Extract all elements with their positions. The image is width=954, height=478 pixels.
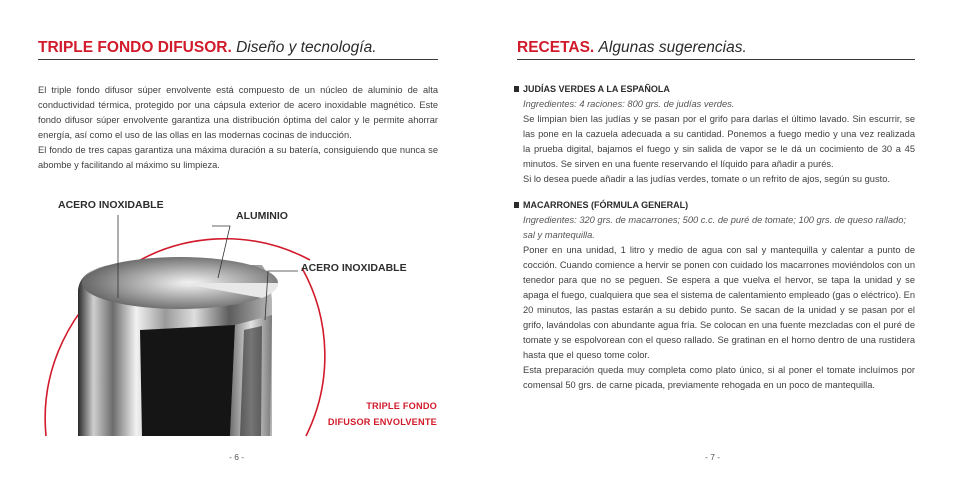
right-heading-rule <box>517 59 915 60</box>
right-page <box>477 0 954 478</box>
caption-line-1: TRIPLE FONDO <box>366 401 437 411</box>
intro-paragraph-1: El triple fondo difusor súper envolvente está compuesto de un núcleo de aluminio de alta conductividad térmica, protegido por una cápsula exterior de acero inoxidable magnético. Este fondo difusor súper envolvente garantiza una distribución óptima del calor y le permite ahorrar energía, así como el uso de las ollas en las modernas cocinas de inducción. <box>38 85 438 140</box>
recipe-paragraph: Poner en una unidad, 1 litro y medio de agua con sal y mantequilla y calentar a punto de cocción. Cuando comience a hervir se ponen con cuidado los macarrones moviéndolos con un tenedor para que no se peguen. Se espera a que vuelva el hervor, se tapa la unidad y se apaga el fuego, cualquiera que sea el sistema de calentamiento empleado (gas o eléctrico). En 20 minutos, las pastas estarán a su debido punto. Se sacan de la unidad y se pasan por el grifo, lavándolas con abundante agua fría. Se colocan en una fuente mezcladas con el puré de tomate y se espolvorean con el queso rallado. Se gratinan en el horno dentro de una rustidera hasta que el queso tome color. <box>523 245 915 360</box>
intro-paragraph-2: El fondo de tres capas garantiza una máxima duración a su batería, consiguiendo que nunca se abombe y facilitando al máximo su limpieza. <box>38 145 438 170</box>
left-heading-bold: TRIPLE FONDO DIFUSOR. <box>38 39 232 56</box>
label-aluminio: ALUMINIO <box>236 210 288 222</box>
caption-line-2: DIFUSOR ENVOLVENTE <box>327 417 437 427</box>
recipe-paragraph: Si lo desea puede añadir a las judías verdes, tomate o un refrito de ajos, según su gusto. <box>523 174 890 184</box>
left-page-heading <box>38 39 377 57</box>
recipe-title: MACARRONES (FÓRMULA GENERAL) <box>514 198 915 213</box>
label-acero-outer: ACERO INOXIDABLE <box>58 199 164 211</box>
pot-interior <box>140 325 235 436</box>
left-heading-subtitle: Diseño y tecnología. <box>236 39 377 56</box>
diagram-caption <box>298 398 437 430</box>
right-heading-bold: RECETAS. <box>517 39 595 56</box>
left-page-number: - 6 - <box>229 452 245 462</box>
right-page-heading <box>517 39 747 57</box>
recipe-macarrones <box>523 198 915 393</box>
recipe-judias <box>523 82 915 187</box>
left-heading-rule <box>38 59 438 60</box>
recipe-paragraph: Se limpian bien las judías y se pasan por el grifo para darlas el último lavado. Sin escurrir, se las pone en la cazuela adecuada a su cantidad. Ponemos a fuego medio y una vez realizada la prueba digital, bajamos el fuego y sin salida de vapor se le dá un cocimiento de 30 a 45 minutos. Se sirven en una fuente reservando el líquido para añadir a purés. <box>523 114 915 169</box>
recipe-paragraph: Esta preparación queda muy completa como plato único, si al poner el tomate incluímos por comensal 50 grs. de carne picada, previamente rehogada en un poco de mantequilla. <box>523 365 915 390</box>
right-heading-subtitle: Algunas sugerencias. <box>598 39 747 56</box>
right-page-number: - 7 - <box>705 452 721 462</box>
intro-text <box>38 83 438 173</box>
label-acero-inner: ACERO INOXIDABLE <box>301 262 407 274</box>
recipe-title: JUDÍAS VERDES A LA ESPAÑOLA <box>514 82 915 97</box>
recipe-ingredients: Ingredientes: 4 raciones: 800 grs. de judías verdes. <box>523 99 735 109</box>
recipe-ingredients: Ingredientes: 320 grs. de macarrones; 500 c.c. de puré de tomate; 100 grs. de queso rallado; sal y mantequilla. <box>523 215 906 240</box>
